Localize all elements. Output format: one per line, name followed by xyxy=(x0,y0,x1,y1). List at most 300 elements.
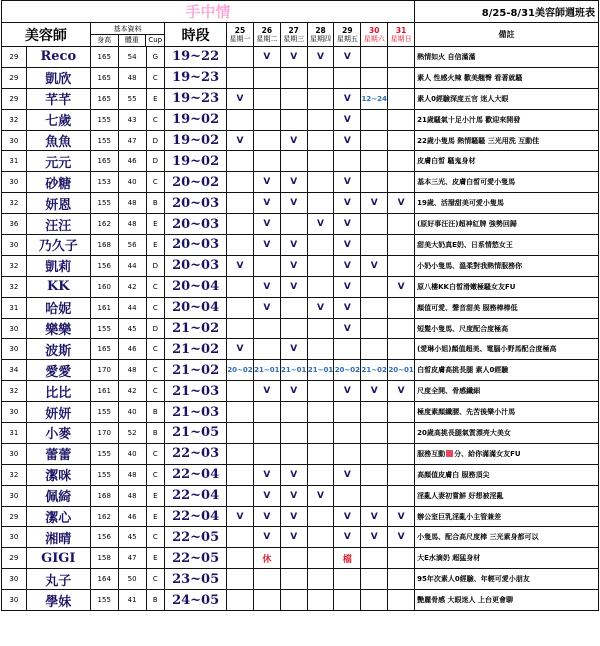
slot-cell: 20~03 xyxy=(165,214,227,235)
note-cell: 皮膚白皙 騷鬼身材 xyxy=(415,151,599,172)
day-mark-cell xyxy=(227,590,254,611)
day-mark-cell xyxy=(253,88,280,109)
title-row xyxy=(2,1,599,23)
cup-cell: G xyxy=(146,47,165,68)
table-row xyxy=(2,590,599,611)
day-mark-cell: 20~02 xyxy=(227,360,254,381)
day-mark-cell: V xyxy=(334,172,361,193)
note-cell: 原八樓KK白皙滑嫩極騷女友FU xyxy=(415,276,599,297)
age-cell: 34 xyxy=(2,360,27,381)
day-mark-cell xyxy=(280,151,307,172)
day-mark-cell: V xyxy=(227,88,254,109)
table-row xyxy=(2,464,599,485)
day-mark-cell xyxy=(361,151,388,172)
day-mark-cell xyxy=(253,443,280,464)
table-row xyxy=(2,172,599,193)
slot-cell: 19~22 xyxy=(165,47,227,68)
cup-cell: C xyxy=(146,443,165,464)
height-cell: 155 xyxy=(90,130,118,151)
slot-cell: 22~04 xyxy=(165,506,227,527)
height-cell: 155 xyxy=(90,443,118,464)
header-height: 身高 xyxy=(91,35,119,46)
note-cell xyxy=(415,443,599,464)
name-cell: 妍妍 xyxy=(26,402,90,423)
cup-cell: B xyxy=(146,423,165,444)
header-day-27 xyxy=(280,23,307,47)
note-cell: 辦公室巨乳淫亂小主管兼差 xyxy=(415,506,599,527)
day-mark-cell: V xyxy=(253,464,280,485)
weight-cell: 41 xyxy=(118,590,146,611)
day-mark-cell xyxy=(307,548,334,569)
note-cell: 素人 性感火辣 歡美翹臀 看著就騷 xyxy=(415,67,599,88)
header-day-29 xyxy=(334,23,361,47)
day-mark-cell xyxy=(334,485,361,506)
age-cell: 29 xyxy=(2,506,27,527)
day-weekday: 星期三 xyxy=(283,34,305,43)
slot-cell: 21~03 xyxy=(165,402,227,423)
day-mark-cell xyxy=(307,255,334,276)
day-mark-cell: V xyxy=(227,130,254,151)
day-mark-cell xyxy=(361,485,388,506)
day-mark-cell: V xyxy=(334,88,361,109)
weight-cell: 45 xyxy=(118,318,146,339)
shop-title-cell xyxy=(2,1,415,23)
day-mark-cell xyxy=(361,109,388,130)
day-mark-cell: 12~24 xyxy=(361,88,388,109)
day-mark-cell: V xyxy=(227,255,254,276)
height-cell: 170 xyxy=(90,360,118,381)
cup-cell: E xyxy=(146,235,165,256)
day-mark-cell xyxy=(361,172,388,193)
cup-cell: E xyxy=(146,214,165,235)
note-cell: 短髮小隻馬、尺度配合度極高 xyxy=(415,318,599,339)
slot-cell: 19~02 xyxy=(165,151,227,172)
age-cell: 29 xyxy=(2,67,27,88)
age-cell: 32 xyxy=(2,255,27,276)
note-cell: 艷麗骨感 大眼迷人 上台更會聊 xyxy=(415,590,599,611)
day-mark-cell: V xyxy=(253,527,280,548)
day-mark-cell: V xyxy=(280,464,307,485)
name-cell: 比比 xyxy=(26,381,90,402)
day-mark-cell: 20~02 xyxy=(334,360,361,381)
header-day-25 xyxy=(227,23,254,47)
day-mark-cell xyxy=(227,276,254,297)
day-mark-cell xyxy=(280,569,307,590)
day-date: 26 xyxy=(261,25,273,35)
note-cell: 甜美大奶真E奶、日系情慾女王 xyxy=(415,235,599,256)
age-cell: 30 xyxy=(2,318,27,339)
day-date: 31 xyxy=(395,25,407,35)
slot-cell: 19~23 xyxy=(165,88,227,109)
day-mark-cell: 21~02 xyxy=(361,360,388,381)
cup-cell: C xyxy=(146,172,165,193)
height-cell: 165 xyxy=(90,88,118,109)
day-mark-cell xyxy=(307,423,334,444)
cup-cell: B xyxy=(146,402,165,423)
day-mark-cell xyxy=(280,402,307,423)
note-cell: 熱情如火 自信滿滿 xyxy=(415,47,599,68)
day-mark-cell: V xyxy=(334,193,361,214)
slot-cell: 20~04 xyxy=(165,297,227,318)
day-mark-cell xyxy=(307,276,334,297)
height-cell: 162 xyxy=(90,214,118,235)
height-cell: 168 xyxy=(90,485,118,506)
day-mark-cell xyxy=(361,235,388,256)
name-cell: 哈妮 xyxy=(26,297,90,318)
day-mark-cell xyxy=(227,193,254,214)
day-mark-cell xyxy=(253,402,280,423)
day-mark-cell: V xyxy=(334,235,361,256)
note-cell: 高顏值皮膚白 服務頂尖 xyxy=(415,464,599,485)
header-day-28 xyxy=(307,23,334,47)
height-cell: 165 xyxy=(90,151,118,172)
name-cell: 凱欣 xyxy=(26,67,90,88)
day-mark-cell xyxy=(307,339,334,360)
day-mark-cell: V xyxy=(253,485,280,506)
cup-cell: D xyxy=(146,130,165,151)
note-cell: 大E水滴奶 超猛身材 xyxy=(415,548,599,569)
day-mark-cell: V xyxy=(388,276,415,297)
weight-cell: 46 xyxy=(118,339,146,360)
note-text-post: 分、給你滿滿女友FU xyxy=(454,449,521,458)
day-mark-cell xyxy=(307,381,334,402)
day-mark-cell xyxy=(388,88,415,109)
day-mark-cell: V xyxy=(334,109,361,130)
height-cell: 155 xyxy=(90,464,118,485)
day-mark-cell xyxy=(307,590,334,611)
table-row xyxy=(2,88,599,109)
day-mark-cell xyxy=(227,172,254,193)
day-mark-cell: V xyxy=(280,527,307,548)
table-row xyxy=(2,485,599,506)
weight-cell: 52 xyxy=(118,423,146,444)
age-cell: 31 xyxy=(2,297,27,318)
slot-cell: 20~04 xyxy=(165,276,227,297)
day-mark-cell xyxy=(253,590,280,611)
slot-cell: 19~23 xyxy=(165,67,227,88)
day-mark-cell xyxy=(227,527,254,548)
cup-cell: E xyxy=(146,485,165,506)
day-mark-cell xyxy=(280,318,307,339)
day-mark-cell: V xyxy=(253,193,280,214)
slot-cell: 21~03 xyxy=(165,381,227,402)
basic-info-subheaders xyxy=(91,35,164,46)
day-mark-cell: 休 xyxy=(253,548,280,569)
cup-cell: E xyxy=(146,548,165,569)
day-mark-cell xyxy=(388,548,415,569)
day-mark-cell xyxy=(388,255,415,276)
day-mark-cell: V xyxy=(334,464,361,485)
note-cell: (原好事汪汪)超神紅牌 強勢回歸 xyxy=(415,214,599,235)
day-mark-cell xyxy=(227,297,254,318)
day-mark-cell xyxy=(253,255,280,276)
height-cell: 158 xyxy=(90,548,118,569)
slot-cell: 21~05 xyxy=(165,423,227,444)
age-cell: 32 xyxy=(2,109,27,130)
day-mark-cell: V xyxy=(253,381,280,402)
day-mark-cell xyxy=(227,464,254,485)
day-mark-cell: V xyxy=(280,506,307,527)
height-cell: 164 xyxy=(90,569,118,590)
table-row xyxy=(2,360,599,381)
day-mark-cell xyxy=(334,443,361,464)
day-mark-cell: 21~01 xyxy=(307,360,334,381)
day-mark-cell xyxy=(334,590,361,611)
day-weekday: 星期一 xyxy=(229,34,251,43)
day-mark-cell: V xyxy=(253,506,280,527)
cup-cell: C xyxy=(146,67,165,88)
name-cell: 魚魚 xyxy=(26,130,90,151)
table-row xyxy=(2,381,599,402)
day-mark-cell: 21~01 xyxy=(253,360,280,381)
day-mark-cell xyxy=(361,214,388,235)
day-mark-cell: V xyxy=(280,172,307,193)
age-cell: 29 xyxy=(2,47,27,68)
day-mark-cell: V xyxy=(280,235,307,256)
table-row xyxy=(2,214,599,235)
weight-cell: 40 xyxy=(118,443,146,464)
day-mark-cell xyxy=(307,464,334,485)
day-mark-cell xyxy=(253,130,280,151)
age-cell: 30 xyxy=(2,590,27,611)
rating-badge-icon xyxy=(446,450,453,457)
table-row xyxy=(2,402,599,423)
slot-cell: 19~02 xyxy=(165,130,227,151)
day-date: 27 xyxy=(288,25,299,35)
day-date: 29 xyxy=(342,25,353,35)
height-cell: 160 xyxy=(90,276,118,297)
day-mark-cell xyxy=(253,339,280,360)
day-mark-cell: V xyxy=(253,235,280,256)
cup-cell: C xyxy=(146,569,165,590)
slot-cell: 19~02 xyxy=(165,109,227,130)
day-mark-cell: V xyxy=(307,485,334,506)
day-mark-cell: V xyxy=(361,255,388,276)
header-name: 美容師 xyxy=(2,23,91,47)
day-mark-cell xyxy=(388,339,415,360)
day-mark-cell xyxy=(334,402,361,423)
day-mark-cell xyxy=(307,443,334,464)
table-row xyxy=(2,109,599,130)
day-mark-cell: V xyxy=(334,255,361,276)
height-cell: 156 xyxy=(90,255,118,276)
day-mark-cell xyxy=(334,151,361,172)
day-mark-cell: V xyxy=(388,527,415,548)
height-cell: 162 xyxy=(90,506,118,527)
weight-cell: 55 xyxy=(118,88,146,109)
day-mark-cell xyxy=(361,297,388,318)
day-mark-cell: V xyxy=(334,47,361,68)
table-row xyxy=(2,548,599,569)
height-cell: 161 xyxy=(90,297,118,318)
day-mark-cell xyxy=(388,423,415,444)
name-cell: 湘晴 xyxy=(26,527,90,548)
day-mark-cell: V xyxy=(227,506,254,527)
schedule-table xyxy=(1,0,599,611)
name-cell: 潔咪 xyxy=(26,464,90,485)
age-cell: 32 xyxy=(2,193,27,214)
day-mark-cell xyxy=(388,214,415,235)
weight-cell: 40 xyxy=(118,402,146,423)
age-cell: 29 xyxy=(2,548,27,569)
day-mark-cell xyxy=(307,235,334,256)
weight-cell: 47 xyxy=(118,130,146,151)
name-cell: 七歲 xyxy=(26,109,90,130)
day-mark-cell xyxy=(253,569,280,590)
note-cell: 19歲、活潑甜美可愛小隻馬 xyxy=(415,193,599,214)
header-day-30 xyxy=(361,23,388,47)
table-row xyxy=(2,47,599,68)
day-mark-cell xyxy=(253,318,280,339)
day-mark-cell: V xyxy=(253,47,280,68)
header-weight: 體重 xyxy=(119,35,147,46)
day-mark-cell xyxy=(227,67,254,88)
height-cell: 165 xyxy=(90,47,118,68)
day-mark-cell xyxy=(227,151,254,172)
day-mark-cell: V xyxy=(280,130,307,151)
weight-cell: 48 xyxy=(118,214,146,235)
day-mark-cell xyxy=(227,318,254,339)
day-mark-cell: V xyxy=(388,381,415,402)
day-mark-cell: V xyxy=(307,214,334,235)
day-mark-cell: V xyxy=(253,172,280,193)
name-cell: 樂樂 xyxy=(26,318,90,339)
day-mark-cell xyxy=(280,590,307,611)
name-cell: 妍恩 xyxy=(26,193,90,214)
header-day-26 xyxy=(253,23,280,47)
day-mark-cell: V xyxy=(280,255,307,276)
note-text-pre: 服務互動 xyxy=(417,449,446,458)
age-cell: 30 xyxy=(2,443,27,464)
day-weekday: 星期四 xyxy=(310,34,332,43)
note-cell: 極度素顏纖腰、先苦後樂小汁馬 xyxy=(415,402,599,423)
day-mark-cell xyxy=(388,235,415,256)
day-mark-cell xyxy=(388,297,415,318)
cup-cell: B xyxy=(146,590,165,611)
note-cell: 95年次素人0經驗、年輕可愛小朋友 xyxy=(415,569,599,590)
weight-cell: 40 xyxy=(118,172,146,193)
table-row xyxy=(2,506,599,527)
day-mark-cell xyxy=(227,423,254,444)
note-cell: (愛琳小姐)顏值超美、電腦小野馬配合度極高 xyxy=(415,339,599,360)
day-mark-cell xyxy=(307,67,334,88)
table-row xyxy=(2,318,599,339)
cup-cell: E xyxy=(146,506,165,527)
weight-cell: 46 xyxy=(118,151,146,172)
day-mark-cell xyxy=(361,130,388,151)
table-row xyxy=(2,130,599,151)
weight-cell: 54 xyxy=(118,47,146,68)
note-cell: 顏值可愛、聲音甜美 服務棒棒低 xyxy=(415,297,599,318)
cup-cell: D xyxy=(146,318,165,339)
day-mark-cell xyxy=(307,130,334,151)
day-mark-cell xyxy=(227,235,254,256)
weight-cell: 48 xyxy=(118,193,146,214)
age-cell: 30 xyxy=(2,485,27,506)
height-cell: 155 xyxy=(90,193,118,214)
day-mark-cell: V xyxy=(253,214,280,235)
age-cell: 32 xyxy=(2,381,27,402)
height-cell: 156 xyxy=(90,527,118,548)
name-cell: 汪汪 xyxy=(26,214,90,235)
day-mark-cell xyxy=(307,193,334,214)
name-cell: 愛愛 xyxy=(26,360,90,381)
note-cell: 素人0經驗深度五官 迷人大眼 xyxy=(415,88,599,109)
day-mark-cell xyxy=(253,151,280,172)
age-cell: 30 xyxy=(2,130,27,151)
weight-cell: 47 xyxy=(118,548,146,569)
weight-cell: 43 xyxy=(118,109,146,130)
name-cell: 波斯 xyxy=(26,339,90,360)
age-cell: 30 xyxy=(2,235,27,256)
slot-cell: 20~03 xyxy=(165,235,227,256)
day-mark-cell xyxy=(280,548,307,569)
day-mark-cell xyxy=(253,67,280,88)
weight-cell: 48 xyxy=(118,464,146,485)
cup-cell: C xyxy=(146,360,165,381)
shop-title: 手中情 xyxy=(185,3,231,21)
week-range: 8/25-8/31美容師週班表 xyxy=(415,1,599,23)
height-cell: 165 xyxy=(90,67,118,88)
cup-cell: C xyxy=(146,381,165,402)
name-cell: Reco xyxy=(26,47,90,68)
height-cell: 155 xyxy=(90,590,118,611)
age-cell: 30 xyxy=(2,172,27,193)
slot-cell: 22~04 xyxy=(165,485,227,506)
height-cell: 161 xyxy=(90,381,118,402)
table-row xyxy=(2,527,599,548)
day-mark-cell xyxy=(307,151,334,172)
weight-cell: 42 xyxy=(118,276,146,297)
day-mark-cell: V xyxy=(280,47,307,68)
slot-cell: 22~03 xyxy=(165,443,227,464)
cup-cell: D xyxy=(146,151,165,172)
day-mark-cell: V xyxy=(280,381,307,402)
day-date: 25 xyxy=(234,25,246,35)
note-cell: 白皙皮膚高挑長腿 素人0經驗 xyxy=(415,360,599,381)
age-cell: 30 xyxy=(2,527,27,548)
day-mark-cell xyxy=(280,423,307,444)
name-cell: 芊芊 xyxy=(26,88,90,109)
table-row xyxy=(2,255,599,276)
name-cell: 潔心 xyxy=(26,506,90,527)
day-mark-cell xyxy=(280,88,307,109)
table-row xyxy=(2,193,599,214)
day-mark-cell: V xyxy=(388,193,415,214)
name-cell: 學妹 xyxy=(26,590,90,611)
slot-cell: 20~02 xyxy=(165,172,227,193)
slot-cell: 21~02 xyxy=(165,339,227,360)
day-mark-cell xyxy=(280,214,307,235)
day-mark-cell: V xyxy=(280,339,307,360)
height-cell: 155 xyxy=(90,402,118,423)
name-cell: KK xyxy=(26,276,90,297)
day-mark-cell xyxy=(361,548,388,569)
day-mark-cell xyxy=(361,318,388,339)
day-weekday: 星期日 xyxy=(390,34,412,43)
day-mark-cell: V xyxy=(361,193,388,214)
slot-cell: 21~02 xyxy=(165,360,227,381)
day-mark-cell xyxy=(227,548,254,569)
slot-cell: 22~05 xyxy=(165,527,227,548)
day-mark-cell xyxy=(280,443,307,464)
day-mark-cell xyxy=(388,67,415,88)
day-mark-cell xyxy=(227,443,254,464)
day-mark-cell: V xyxy=(253,297,280,318)
height-cell: 153 xyxy=(90,172,118,193)
cup-cell: C xyxy=(146,464,165,485)
day-mark-cell: V xyxy=(227,339,254,360)
